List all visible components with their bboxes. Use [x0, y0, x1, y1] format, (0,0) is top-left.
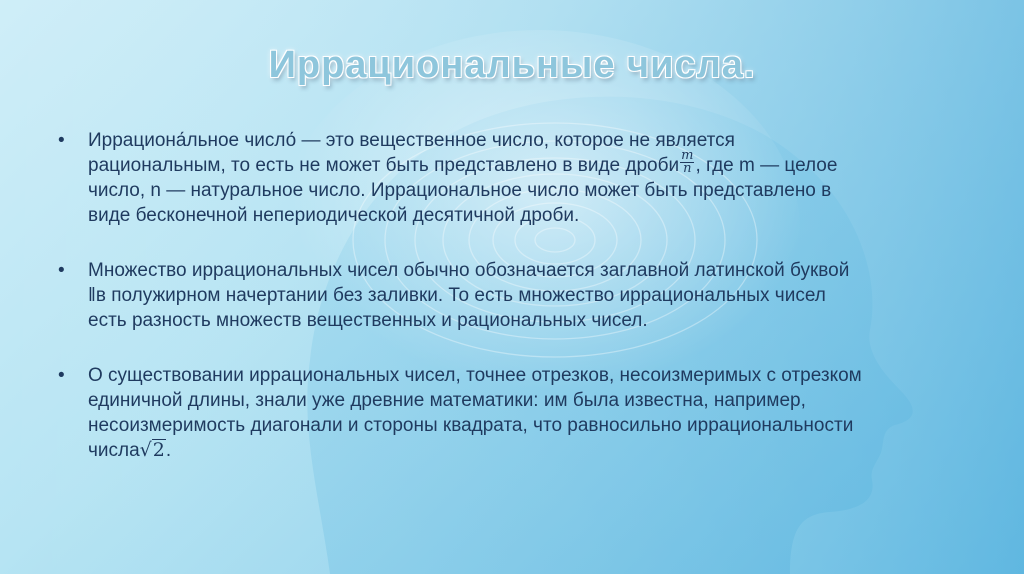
bullet-3-line-4-end: . — [165, 440, 172, 462]
bullet-3-line-4-start: числа — [88, 440, 140, 462]
fraction-numerator: m — [681, 148, 694, 164]
bullet-item-set-notation — [58, 258, 978, 333]
bullet-list — [58, 128, 978, 493]
bullet-2-line-2: ‖в полужирном начертании без заливки. То есть множество иррациональных чисел — [88, 285, 826, 307]
bullet-icon: • — [58, 260, 65, 282]
bullet-icon: • — [58, 365, 65, 387]
bullet-3-line-3: несоизмеримость диагонали и стороны квадрата, что равносильно иррациональности — [88, 415, 854, 437]
bullet-1-line-2-start: рациональным, то есть не может быть представлено в виде дроби — [88, 155, 680, 176]
bullet-2-line-1: Множество иррациональных чисел обычно обозначается заглавной латинской буквой — [88, 260, 850, 282]
bullet-1-line-4: виде бесконечной непериодической десятичной дроби. — [88, 205, 580, 227]
fraction-m-over-n — [680, 150, 694, 175]
bullet-item-history — [58, 363, 978, 463]
sqrt-symbol: √ — [139, 439, 152, 462]
bullet-item-definition — [58, 128, 978, 228]
fraction-denominator: n — [683, 161, 692, 177]
sqrt-radicand: 2 — [152, 439, 165, 462]
slide-title: Иррациональные числа. — [268, 44, 756, 86]
bullet-2-line-3: есть разность множеств вещественных и рациональных чисел. — [88, 310, 648, 332]
bullet-icon: • — [58, 130, 65, 151]
bullet-1-line-3: число, n — натуральное число. Иррациональное число может быть представлено в — [88, 180, 832, 202]
bullet-1-line-1: Иррациона́льное число́ — это вещественное число, которое не является — [88, 130, 735, 151]
square-root-of-two — [140, 439, 166, 461]
bullet-3-line-1: О существовании иррациональных чисел, точнее отрезков, несоизмеримых с отрезком — [88, 365, 862, 387]
bullet-1-line-2-end: , где m — целое — [695, 155, 838, 176]
bullet-3-line-2: единичной длины, знали уже древние математики: им была известна, например, — [88, 390, 806, 412]
